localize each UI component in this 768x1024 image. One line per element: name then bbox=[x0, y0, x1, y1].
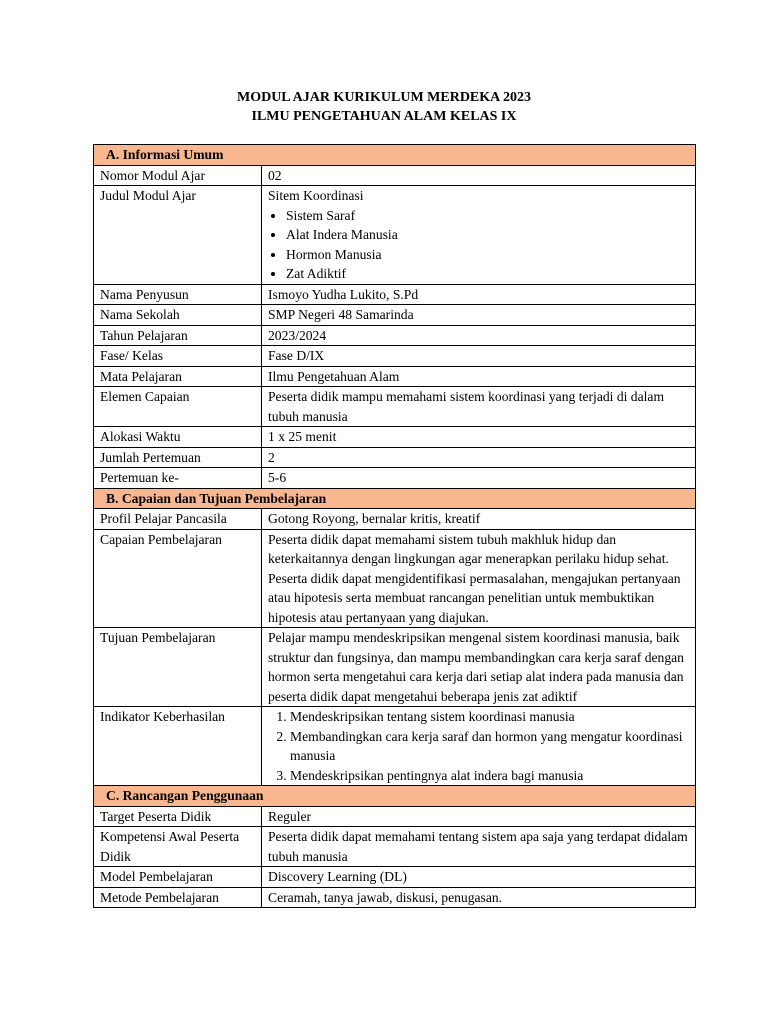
list-item: 3. Mendeskripsikan pentingnya alat indera bagi manusia bbox=[290, 766, 689, 786]
row-value: SMP Negeri 48 Samarinda bbox=[262, 305, 696, 326]
module-table bbox=[93, 144, 696, 908]
list-item: • Hormon Manusia bbox=[286, 245, 689, 265]
row-label: Fase/ Kelas bbox=[94, 346, 262, 367]
section-b-header bbox=[94, 488, 696, 509]
table-row bbox=[94, 827, 696, 867]
row-label: Jumlah Pertemuan bbox=[94, 447, 262, 468]
table-row bbox=[94, 707, 696, 786]
row-label: Target Peserta Didik bbox=[94, 806, 262, 827]
section-c-title: C. Rancangan Penggunaan bbox=[94, 786, 696, 807]
row-value: 2 bbox=[262, 447, 696, 468]
row-value: Peserta didik dapat memahami tentang sistem apa saja yang terdapat didalam tubuh manusia bbox=[262, 827, 696, 867]
row-value: Peserta didik mampu memahami sistem koordinasi yang terjadi di dalam tubuh manusia bbox=[262, 387, 696, 427]
row-label: Profil Pelajar Pancasila bbox=[94, 509, 262, 530]
list-item: 2. Membandingkan cara kerja saraf dan hormon yang mengatur koordinasi manusia bbox=[290, 727, 689, 766]
row-value: 1 x 25 menit bbox=[262, 427, 696, 448]
row-value-indikator bbox=[262, 707, 696, 786]
table-row bbox=[94, 427, 696, 448]
row-value: Peserta didik dapat memahami sistem tubuh makhluk hidup dan keterkaitannya dengan lingkungan agar menerapkan perilaku hidup sehat. Peserta didik dapat mengidentifikasi permasalahan, mengajukan pertanyaan atau hipotesis serta membuat rancangan penelitian untuk membuktikan hipotesis atau pertanyaan yang diajukan. bbox=[262, 529, 696, 628]
row-label: Capaian Pembelajaran bbox=[94, 529, 262, 628]
row-label: Nomor Modul Ajar bbox=[94, 165, 262, 186]
document-title bbox=[0, 88, 768, 126]
table-row bbox=[94, 165, 696, 186]
table-row bbox=[94, 806, 696, 827]
table-row bbox=[94, 284, 696, 305]
row-label: Alokasi Waktu bbox=[94, 427, 262, 448]
row-value: 02 bbox=[262, 165, 696, 186]
table-row bbox=[94, 366, 696, 387]
row-value: Ceramah, tanya jawab, diskusi, penugasan. bbox=[262, 887, 696, 908]
table-row bbox=[94, 468, 696, 489]
row-label: Mata Pelajaran bbox=[94, 366, 262, 387]
section-a-title: A. Informasi Umum bbox=[94, 145, 696, 166]
table-row bbox=[94, 887, 696, 908]
list-item: • Sistem Saraf bbox=[286, 206, 689, 226]
list-item: • Alat Indera Manusia bbox=[286, 225, 689, 245]
row-value: Fase D/IX bbox=[262, 346, 696, 367]
title-line-2: ILMU PENGETAHUAN ALAM KELAS IX bbox=[251, 109, 517, 124]
table-row bbox=[94, 509, 696, 530]
row-value: Ilmu Pengetahuan Alam bbox=[262, 366, 696, 387]
table-row bbox=[94, 346, 696, 367]
table-row bbox=[94, 529, 696, 628]
table-row bbox=[94, 325, 696, 346]
row-value: 5-6 bbox=[262, 468, 696, 489]
section-a-header bbox=[94, 145, 696, 166]
row-value-judul bbox=[262, 186, 696, 285]
row-label: Indikator Keberhasilan bbox=[94, 707, 262, 786]
row-label: Pertemuan ke- bbox=[94, 468, 262, 489]
row-label: Elemen Capaian bbox=[94, 387, 262, 427]
row-value: Gotong Royong, bernalar kritis, kreatif bbox=[262, 509, 696, 530]
title-line-1: MODUL AJAR KURIKULUM MERDEKA 2023 bbox=[236, 90, 531, 105]
table-row bbox=[94, 867, 696, 888]
table-row bbox=[94, 387, 696, 427]
section-b-title: B. Capaian dan Tujuan Pembelajaran bbox=[94, 488, 696, 509]
table-row bbox=[94, 305, 696, 326]
table-row bbox=[94, 628, 696, 707]
table-row bbox=[94, 186, 696, 285]
row-label: Tahun Pelajaran bbox=[94, 325, 262, 346]
row-value: 2023/2024 bbox=[262, 325, 696, 346]
row-value: Discovery Learning (DL) bbox=[262, 867, 696, 888]
row-label: Nama Penyusun bbox=[94, 284, 262, 305]
row-label: Model Pembelajaran bbox=[94, 867, 262, 888]
section-c-header bbox=[94, 786, 696, 807]
row-label: Nama Sekolah bbox=[94, 305, 262, 326]
list-item: 1. Mendeskripsikan tentang sistem koordinasi manusia bbox=[290, 707, 689, 727]
table-row bbox=[94, 447, 696, 468]
row-label: Kompetensi Awal Peserta Didik bbox=[94, 827, 262, 867]
row-value: Ismoyo Yudha Lukito, S.Pd bbox=[262, 284, 696, 305]
judul-list bbox=[268, 206, 689, 284]
indikator-list bbox=[268, 707, 689, 785]
row-value: Pelajar mampu mendeskripsikan mengenal sistem koordinasi manusia, baik struktur dan fungsinya, dan mampu membandingkan cara kerja saraf dengan hormon serta mengetahui cara kerja dari setiap alat indera pada manusia dan peserta didik dapat mengetahui beberapa jenis zat adiktif bbox=[262, 628, 696, 707]
judul-heading: Sitem Koordinasi bbox=[268, 188, 364, 203]
row-value: Reguler bbox=[262, 806, 696, 827]
row-label: Metode Pembelajaran bbox=[94, 887, 262, 908]
row-label: Judul Modul Ajar bbox=[94, 186, 262, 285]
list-item: • Zat Adiktif bbox=[286, 264, 689, 284]
row-label: Tujuan Pembelajaran bbox=[94, 628, 262, 707]
